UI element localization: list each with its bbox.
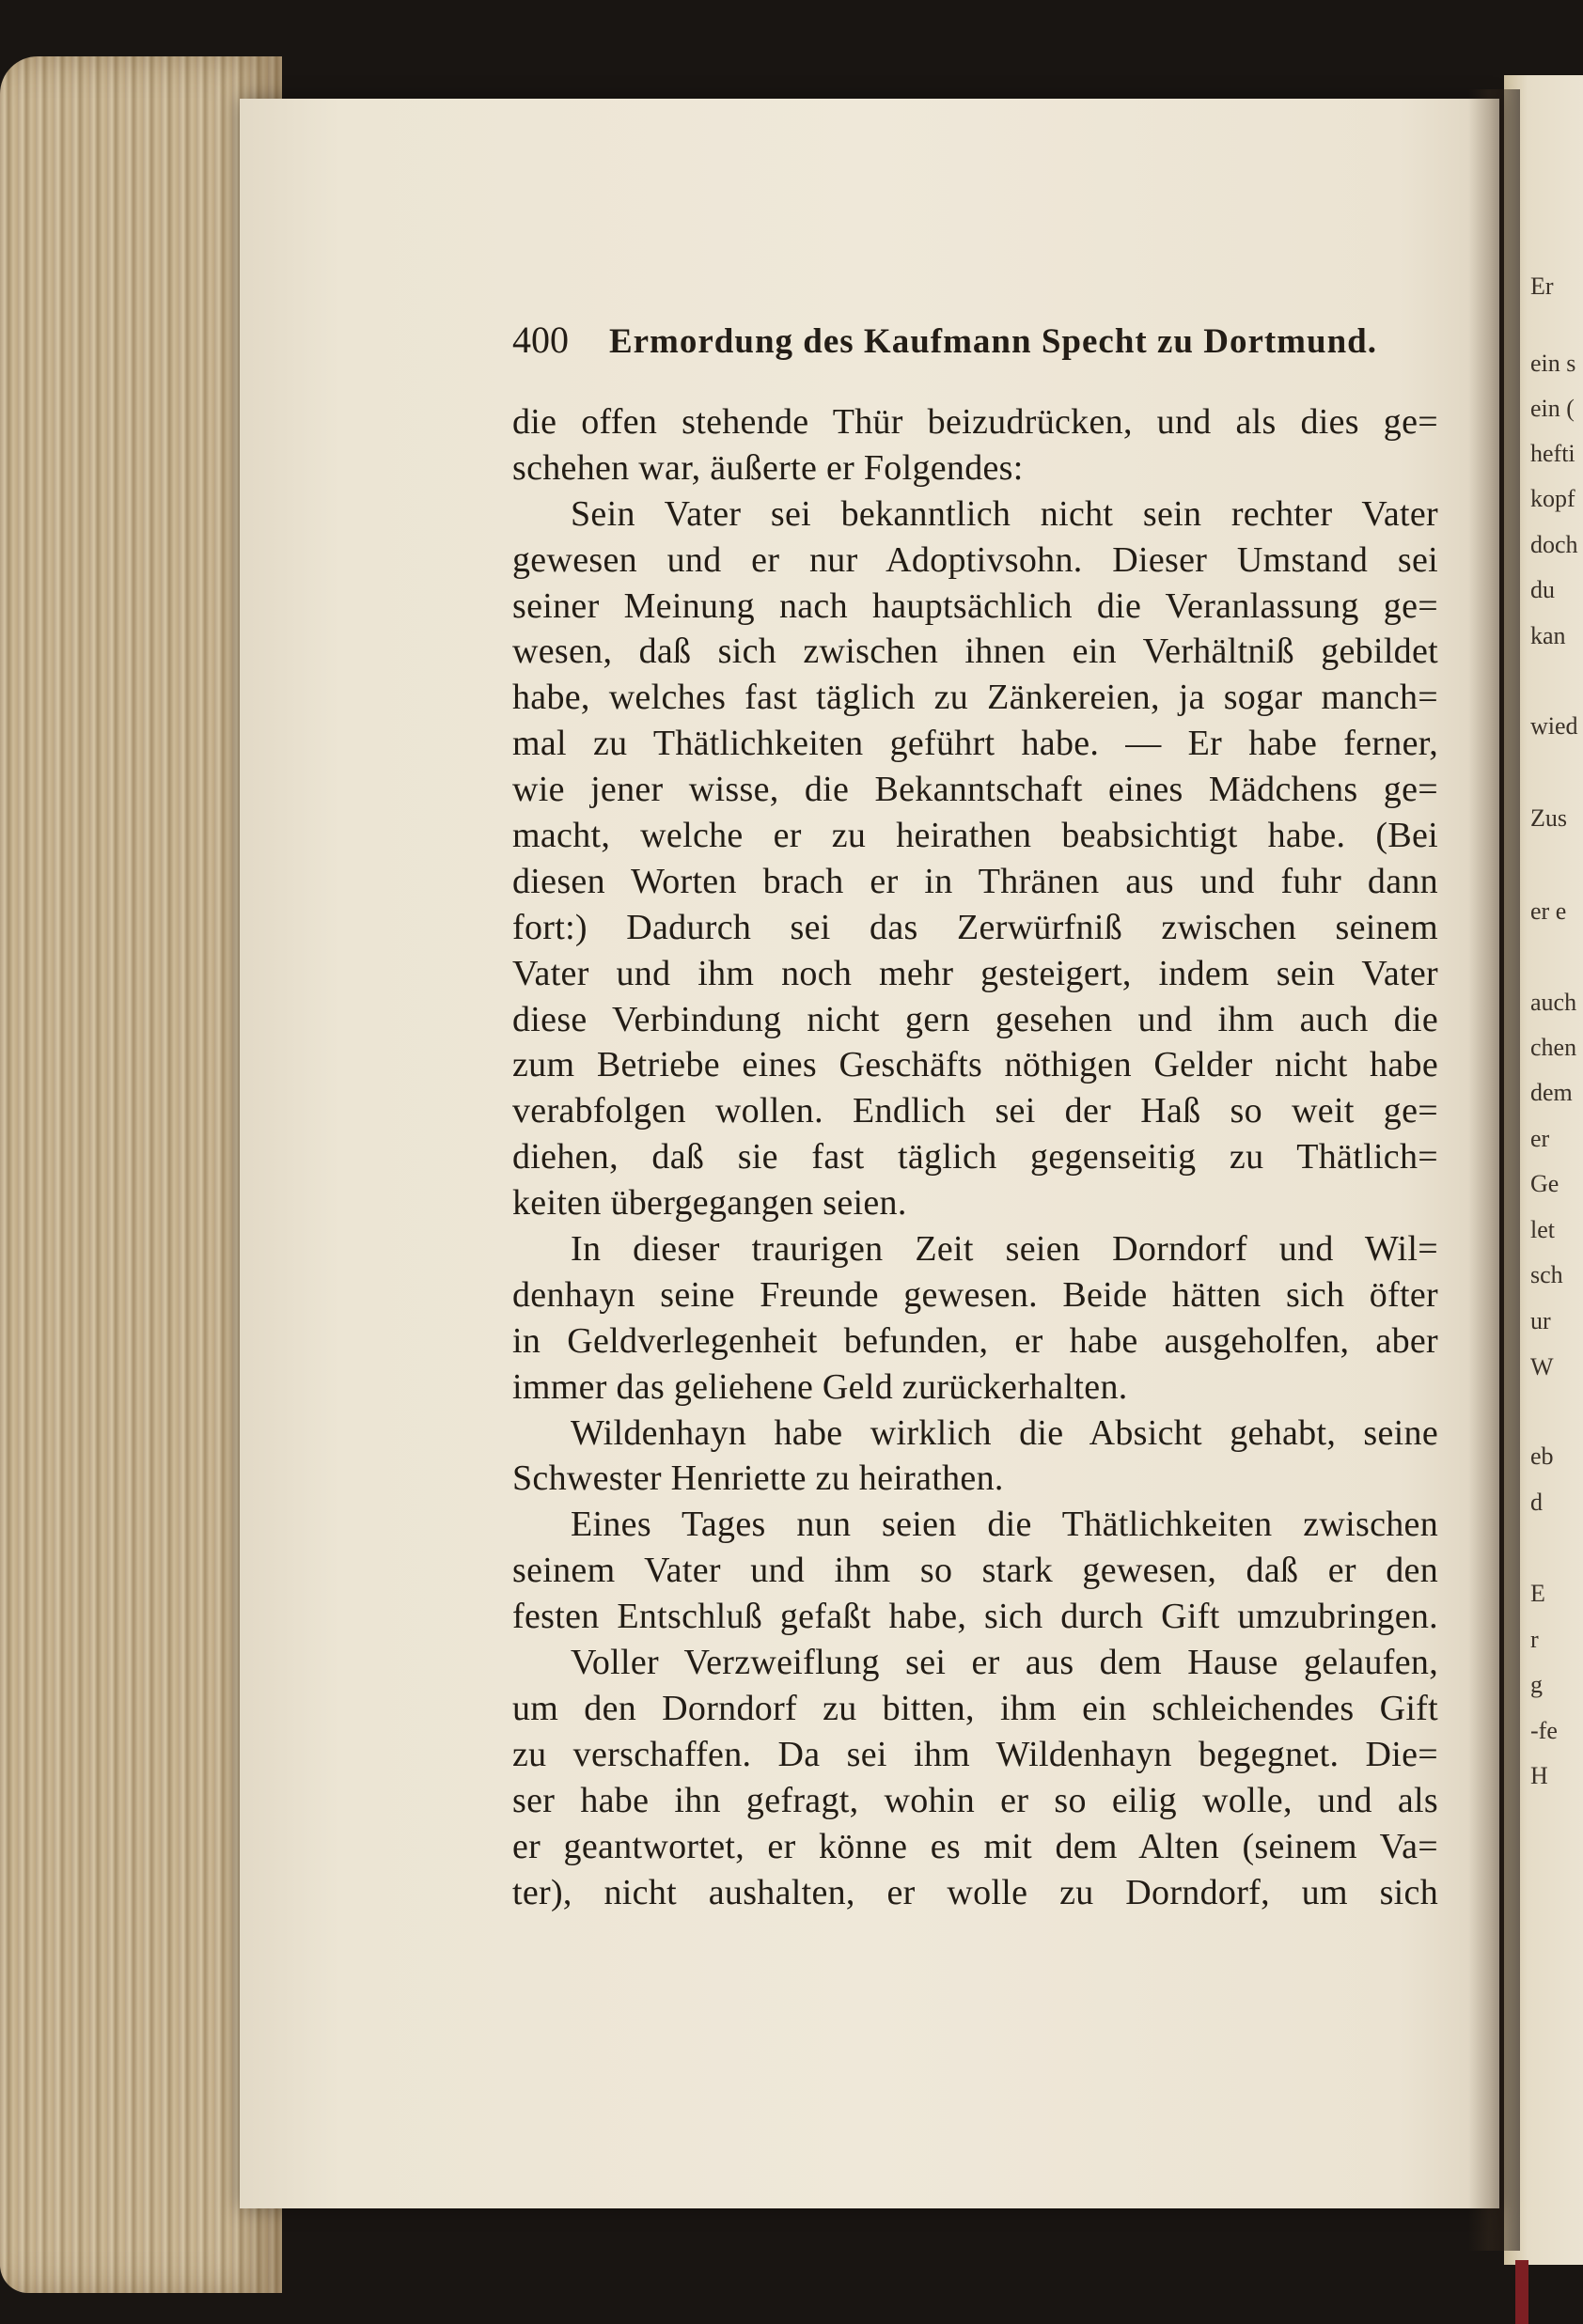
page-body (512, 399, 1438, 1915)
text-line: Vater und ihm noch mehr gesteigert, indem sein Vater (512, 953, 1438, 993)
facing-page-fragment: doch (1530, 531, 1578, 558)
facing-page-fragment: kopf (1530, 485, 1575, 512)
page-number: 400 (512, 319, 569, 361)
facing-page-fragment: er e (1530, 897, 1567, 925)
text-line: immer das geliehene Geld zurückerhalten. (512, 1366, 1128, 1407)
text-line: seiner Meinung nach hauptsächlich die Veranlassung ge= (512, 585, 1438, 626)
text-line: mal zu Thätlichkeiten geführt habe. — Er habe ferner, (512, 724, 1438, 764)
text-line: fort:) Dadurch sei das Zerwürfniß zwischen seinem (512, 907, 1438, 947)
facing-page-fragment: g (1530, 1671, 1543, 1698)
text-line: seinem Vater und ihm so stark gewesen, daß er den (512, 1551, 1438, 1591)
text-line: Schwester Henriette zu heirathen. (512, 1458, 1004, 1499)
text-line: macht, welche er zu heirathen beabsichtigt habe. (Bei (512, 816, 1438, 856)
facing-page-fragment: hefti (1530, 440, 1575, 467)
ribbon-bookmark (1515, 2260, 1528, 2324)
facing-page-fragment: let (1530, 1216, 1555, 1243)
text-line: er geantwortet, er könne es mit dem Alten (seinem Va= (512, 1826, 1438, 1866)
facing-page-fragment: r (1530, 1626, 1539, 1653)
text-line: diese Verbindung nicht gern gesehen und ihm auch die (512, 999, 1438, 1039)
facing-page-fragment: dem (1530, 1079, 1573, 1106)
running-title: Ermordung des Kaufmann Specht zu Dortmund. (608, 322, 1377, 361)
paragraph-start-line: Eines Tages nun seien die Thätlichkeiten zwischen (571, 1505, 1438, 1545)
text-line: ter), nicht aushalten, er wolle zu Dorndorf, um sich (512, 1872, 1438, 1912)
facing-page-fragment: d (1530, 1489, 1543, 1516)
page-header (512, 318, 1377, 362)
facing-page-fragment: E (1530, 1580, 1545, 1607)
facing-page-fragment: eb (1530, 1443, 1554, 1470)
paragraph-start-line: Sein Vater sei bekanntlich nicht sein rechter Vater (571, 493, 1438, 534)
text-line: wesen, daß sich zwischen ihnen ein Verhältniß gebildet (512, 632, 1438, 672)
text-line: zum Betriebe eines Geschäfts nöthigen Gelder nicht habe (512, 1045, 1438, 1085)
text-line: habe, welches fast täglich zu Zänkereien, ja sogar manch= (512, 678, 1438, 718)
facing-page-fragment: W (1530, 1353, 1554, 1380)
facing-page-fragment: chen (1530, 1034, 1577, 1061)
facing-page-fragment: er (1530, 1125, 1550, 1152)
facing-page-fragment: wied (1530, 712, 1578, 740)
text-line: schehen war, äußerte er Folgendes: (512, 447, 1024, 488)
text-line: die offen stehende Thür beizudrücken, und als dies ge= (512, 402, 1438, 442)
text-line: wie jener wisse, die Bekanntschaft eines Mädchens ge= (512, 770, 1438, 810)
text-line: um den Dorndorf zu bitten, ihm ein schleichendes Gift (512, 1688, 1438, 1728)
text-line: denhayn seine Freunde gewesen. Beide hätten sich öfter (512, 1274, 1438, 1315)
paragraph-start-line: Wildenhayn habe wirklich die Absicht gehabt, seine (571, 1412, 1438, 1453)
facing-page-fragment: -fe (1530, 1717, 1558, 1744)
text-line: festen Entschluß gefaßt habe, sich durch Gift umzubringen. (512, 1597, 1438, 1637)
text-line-emphasis: diehen, daß sie fast täglich gegenseitig zu Thätlich= (512, 1137, 1438, 1178)
text-line: in Geldverlegenheit befunden, er habe ausgeholfen, aber (512, 1320, 1438, 1361)
facing-page-fragment: ein s (1530, 350, 1576, 377)
text-line: diesen Worten brach er in Thränen aus und fuhr dann (512, 861, 1438, 901)
book-gutter (1468, 89, 1520, 2251)
facing-page-fragment: Ge (1530, 1170, 1559, 1197)
facing-page-fragment: sch (1530, 1261, 1563, 1288)
paragraph-start-line: Voller Verzweiflung sei er aus dem Hause gelaufen, (571, 1643, 1438, 1683)
text-line: keiten übergegangen seien. (512, 1183, 907, 1224)
facing-page-fragment: ur (1530, 1307, 1551, 1334)
facing-page-fragment: Zus (1530, 804, 1567, 832)
text-line: zu verschaffen. Da sei ihm Wildenhayn begegnet. Die= (512, 1734, 1438, 1774)
facing-page-fragment: H (1530, 1762, 1548, 1789)
facing-page-fragment: du (1530, 576, 1555, 603)
facing-page-fragment: ein ( (1530, 395, 1575, 422)
facing-page-fragment: Er (1530, 273, 1554, 300)
paragraph-start-line: In dieser traurigen Zeit seien Dorndorf und Wil= (571, 1229, 1438, 1270)
facing-page-fragment: kan (1530, 622, 1566, 649)
facing-page-fragment: auch (1530, 989, 1577, 1016)
text-line: verabfolgen wollen. Endlich sei der Haß so weit ge= (512, 1091, 1438, 1131)
text-line: ser habe ihn gefragt, wohin er so eilig wolle, und als (512, 1780, 1438, 1820)
text-line: gewesen und er nur Adoptivsohn. Dieser Umstand sei (512, 539, 1438, 580)
